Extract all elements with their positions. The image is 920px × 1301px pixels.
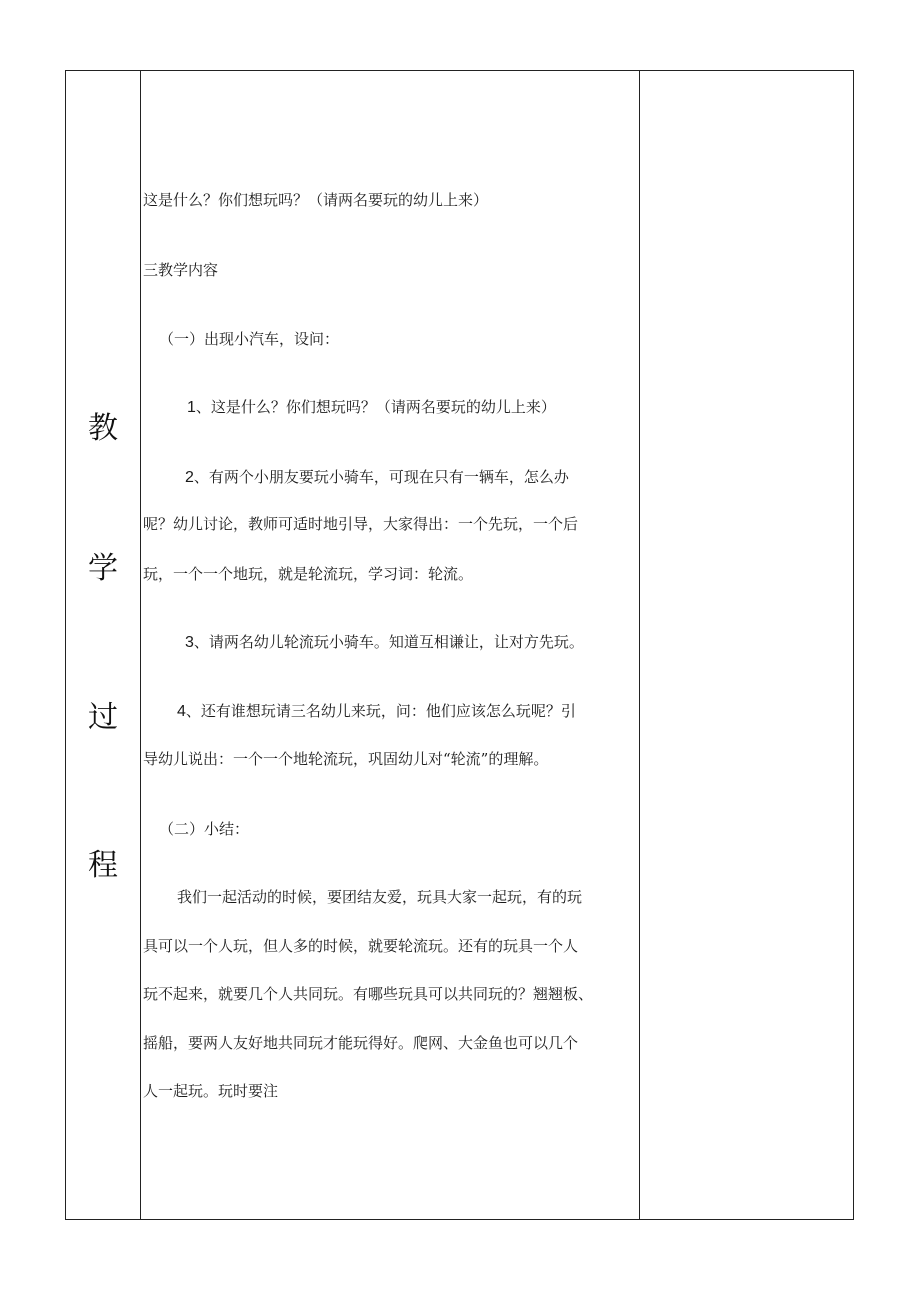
paragraph-line: 我们一起活动的时候，要团结友爱，玩具大家一起玩，有的玩: [177, 888, 583, 906]
section-label-char: 学: [88, 551, 118, 586]
section-label-char: 程: [88, 848, 118, 883]
paragraph-line: 摇船，要两人友好地共同玩才能玩得好。爬网、大金鱼也可以几个: [143, 1034, 579, 1052]
lesson-plan-table: [65, 70, 854, 1220]
section-heading: 三教学内容: [143, 261, 219, 279]
subsection-heading: （二）小结：: [159, 820, 250, 838]
paragraph-line: 具可以一个人玩，但人多的时候，就要轮流玩。还有的玩具一个人: [143, 937, 579, 955]
paragraph-line: 呢？幼儿讨论，教师可适时地引导，大家得出：一个先玩，一个后: [143, 515, 579, 533]
paragraph-line: 这是什么？你们想玩吗？（请两名要玩的幼儿上来）: [143, 191, 489, 209]
paragraph-line: 人一起玩。玩时要注: [143, 1082, 279, 1100]
subsection-heading: （一）出现小汽车，设问：: [159, 330, 340, 348]
paragraph-line: 导幼儿说出：一个一个地轮流玩，巩固幼儿对“轮流”的理解。: [143, 750, 549, 768]
paragraph-line: 玩，一个一个地玩，就是轮流玩，学习词：轮流。: [143, 565, 474, 583]
paragraph-line: 4、还有谁想玩请三名幼儿来玩，问：他们应该怎么玩呢？引: [177, 702, 576, 720]
paragraph-line: 2、有两个小朋友要玩小骑车，可现在只有一辆车，怎么办: [185, 468, 569, 486]
section-label-char: 教: [88, 411, 118, 446]
paragraph-line: 1、这是什么？你们想玩吗？（请两名要玩的幼儿上来）: [187, 398, 556, 416]
paragraph-line: 3、请两名幼儿轮流玩小骑车。知道互相谦让，让对方先玩。: [185, 633, 584, 651]
section-label-char: 过: [88, 700, 118, 735]
paragraph-line: 玩不起来，就要几个人共同玩。有哪些玩具可以共同玩的？翘翘板、: [143, 985, 594, 1003]
lesson-content: [141, 71, 639, 1219]
notes-column: [640, 71, 853, 1219]
